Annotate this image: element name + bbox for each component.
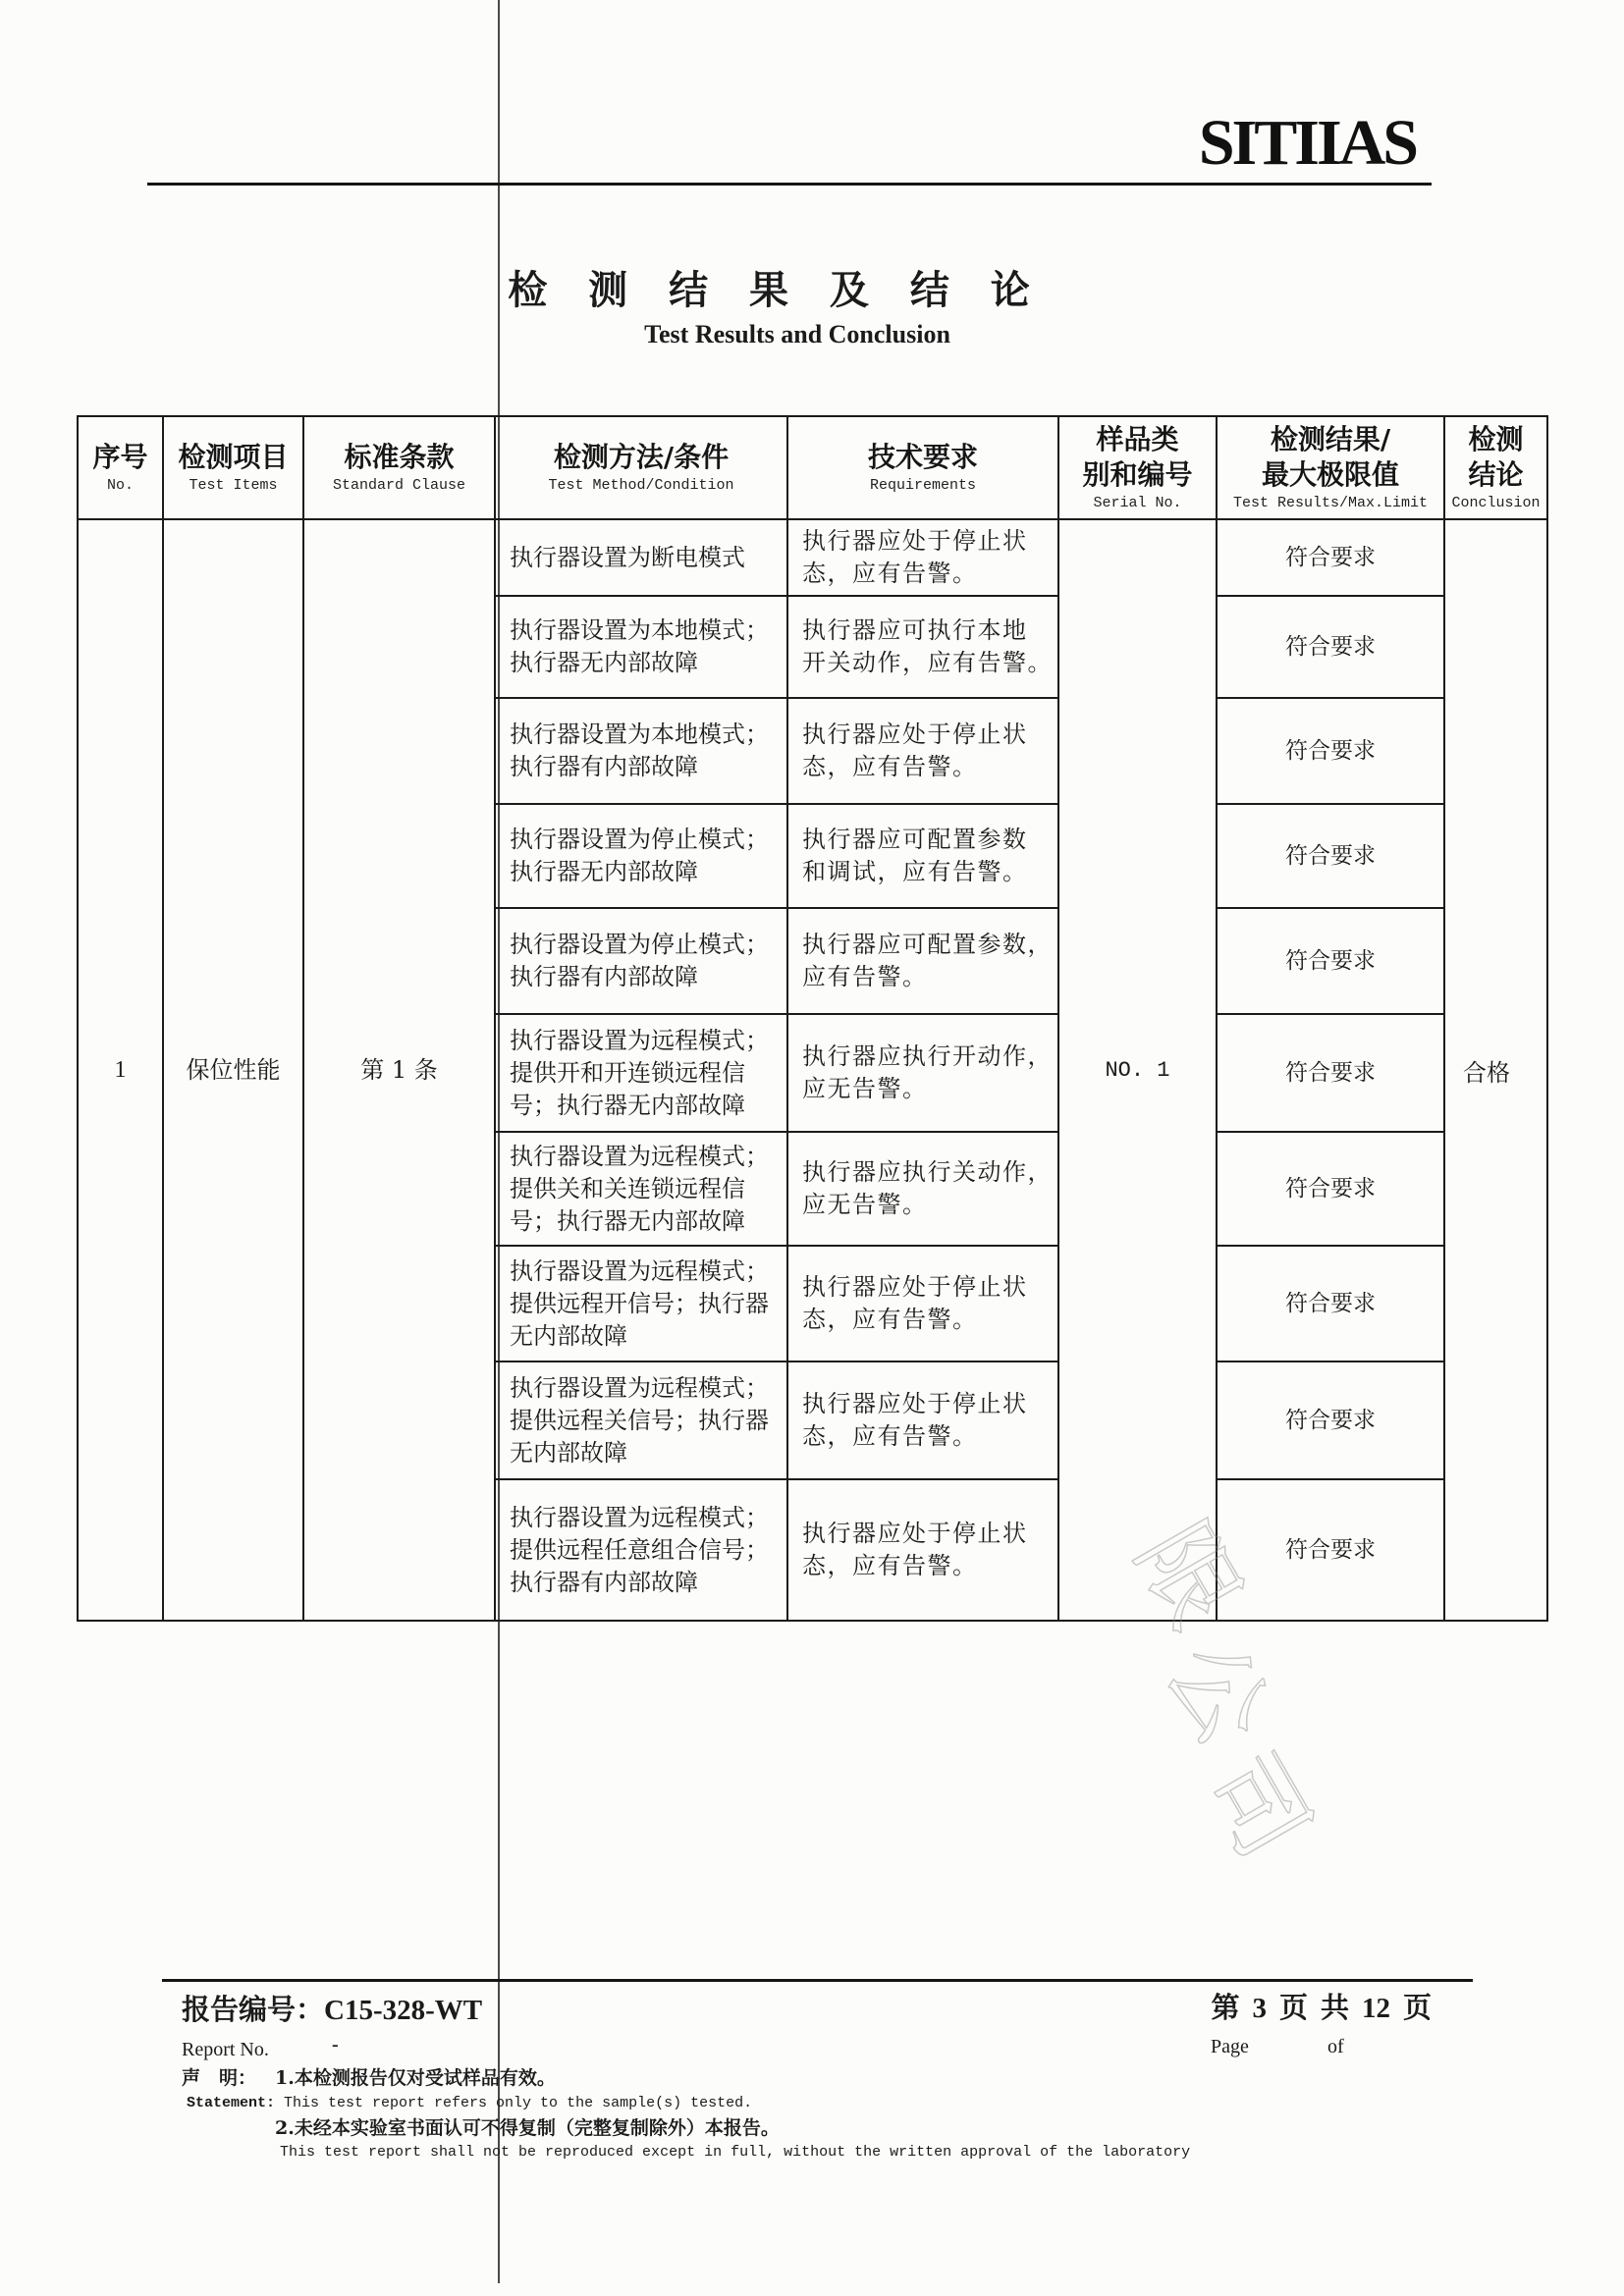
col-header-test-method-en: Test Method/Condition: [548, 476, 734, 494]
serial-no: NO. 1: [1058, 519, 1217, 1621]
footer-rule: [162, 1979, 1473, 1982]
result-cell: 符合要求: [1217, 519, 1444, 596]
col-header-test-items: [163, 416, 303, 519]
result-cell: 符合要求: [1217, 596, 1444, 698]
page-title-zh: 检 测 结 果 及 结 论: [508, 267, 1044, 313]
col-header-requirements-zh: 技术要求: [867, 440, 978, 473]
report-number-value: C15-328-WT: [324, 1995, 483, 2026]
page-label-en: Page: [1211, 2036, 1249, 2057]
requirement-cell: 执行器应处于停止状 态，应有告警。: [787, 698, 1058, 804]
col-header-requirements: [787, 416, 1058, 519]
col-header-test-results-zh: 检测结果/ 最大极限值: [1261, 422, 1399, 491]
requirement-cell: 执行器应处于停止状 态，应有告警。: [787, 1246, 1058, 1362]
report-number-label: 报告编号：: [182, 1993, 325, 2026]
test-method-cell: 执行器设置为本地模式； 执行器有内部故障: [495, 698, 787, 804]
test-method-cell: 执行器设置为远程模式； 提供远程关信号；执行器 无内部故障: [495, 1362, 787, 1479]
requirement-cell: 执行器应可配置参数， 应有告警。: [787, 908, 1058, 1014]
test-method-cell: 执行器设置为远程模式； 提供开和开连锁远程信 号；执行器无内部故障: [495, 1014, 787, 1132]
page-unit: 页: [1278, 1991, 1308, 2024]
test-method-cell: 执行器设置为远程模式； 提供关和关连锁远程信 号；执行器无内部故障: [495, 1132, 787, 1246]
test-method-cell: 执行器设置为停止模式； 执行器无内部故障: [495, 804, 787, 908]
test-method-cell: 执行器设置为远程模式； 提供远程开信号；执行器 无内部故障: [495, 1246, 787, 1362]
col-header-serial-no: [1058, 416, 1217, 519]
result-cell: 符合要求: [1217, 1362, 1444, 1479]
col-header-conclusion-zh: 检测 结论: [1468, 422, 1524, 491]
result-cell: 符合要求: [1217, 1132, 1444, 1246]
col-header-requirements-en: Requirements: [869, 476, 977, 494]
requirement-cell: 执行器应处于停止状 态，应有告警。: [787, 1479, 1058, 1621]
col-header-no-en: No.: [106, 476, 134, 494]
table-header-row: [78, 416, 1547, 519]
test-method-cell: 执行器设置为远程模式； 提供远程任意组合信号； 执行器有内部故障: [495, 1479, 787, 1621]
col-header-standard-clause: [303, 416, 495, 519]
test-method-cell: 执行器设置为断电模式: [495, 519, 787, 596]
brand-logo-text: SITIIAS: [1198, 107, 1416, 179]
col-header-test-results: [1217, 416, 1444, 519]
result-cell: 符合要求: [1217, 1014, 1444, 1132]
result-cell: 符合要求: [1217, 804, 1444, 908]
col-header-standard-clause-en: Standard Clause: [332, 476, 466, 494]
statement-2-zh: 2.未经本实验室书面认可不得复制（完整复制除外）本报告。: [275, 2117, 780, 2139]
col-header-no: [78, 416, 163, 519]
watermark-char: 限: [1113, 1504, 1264, 1647]
page-total-prefix: 共: [1320, 1991, 1349, 2024]
standard-clause: 第 1 条: [303, 519, 495, 1621]
col-header-test-items-en: Test Items: [189, 476, 278, 494]
col-header-test-method: [495, 416, 787, 519]
test-method-cell: 执行器设置为停止模式； 执行器有内部故障: [495, 908, 787, 1014]
statement-1-en: [187, 2094, 752, 2113]
report-number-value-en: -: [332, 2034, 339, 2056]
result-cell: 符合要求: [1217, 1479, 1444, 1621]
requirement-cell: 执行器应执行开动作， 应无告警。: [787, 1014, 1058, 1132]
header-rule: [147, 183, 1432, 186]
col-header-test-results-en: Test Results/Max.Limit: [1232, 494, 1429, 511]
page-title-en: Test Results and Conclusion: [644, 320, 950, 348]
test-method-cell: 执行器设置为本地模式； 执行器无内部故障: [495, 596, 787, 698]
report-number: [182, 1992, 482, 2028]
col-header-conclusion: [1444, 416, 1547, 519]
col-header-test-method-zh: 检测方法/条件: [553, 440, 730, 473]
requirement-cell: 执行器应执行关动作， 应无告警。: [787, 1132, 1058, 1246]
col-header-standard-clause-zh: 标准条款: [344, 440, 455, 473]
result-cell: 符合要求: [1217, 908, 1444, 1014]
page-prefix: 第: [1211, 1991, 1240, 2024]
col-header-test-items-zh: 检测项目: [178, 440, 289, 473]
conclusion: 合格: [1444, 519, 1547, 1621]
results-table: [77, 415, 1548, 1622]
page-total: 12: [1361, 1993, 1390, 2024]
col-header-serial-no-en: Serial No.: [1093, 494, 1182, 511]
col-header-no-zh: 序号: [92, 440, 148, 473]
statement-2-en: This test report shall not be reproduced except in full, without the written approval of the laboratory: [280, 2144, 1191, 2161]
requirement-cell: 执行器应可执行本地 开关动作，应有告警。: [787, 596, 1058, 698]
watermark-char: 公: [1143, 1622, 1293, 1765]
page-indicator: [1211, 1990, 1432, 2026]
statement-1-zh: 1.本检测报告仅对受试样品有效。: [275, 2067, 556, 2089]
table-row: [78, 519, 1547, 596]
result-cell: 符合要求: [1217, 1246, 1444, 1362]
requirement-cell: 执行器应处于停止状 态，应有告警。: [787, 519, 1058, 596]
statement-1-en-text: This test report refers only to the sample(s) tested.: [284, 2095, 753, 2111]
result-cell: 符合要求: [1217, 698, 1444, 804]
statement-label-zh: 声 明：: [182, 2067, 257, 2089]
report-number-label-en: Report No.: [182, 2039, 269, 2060]
col-header-conclusion-en: Conclusion: [1451, 494, 1541, 511]
page-total-unit: 页: [1402, 1991, 1432, 2024]
requirement-cell: 执行器应可配置参数 和调试，应有告警。: [787, 804, 1058, 908]
requirement-cell: 执行器应处于停止状 态，应有告警。: [787, 1362, 1058, 1479]
statement-label-en: Statement:: [187, 2095, 276, 2111]
watermark-char: 司: [1182, 1735, 1332, 1878]
page-current: 3: [1252, 1993, 1267, 2024]
of-label-en: of: [1327, 2036, 1344, 2057]
item-no: 1: [78, 519, 163, 1621]
test-item: 保位性能: [163, 519, 303, 1621]
col-header-serial-no-zh: 样品类 别和编号: [1082, 422, 1193, 491]
